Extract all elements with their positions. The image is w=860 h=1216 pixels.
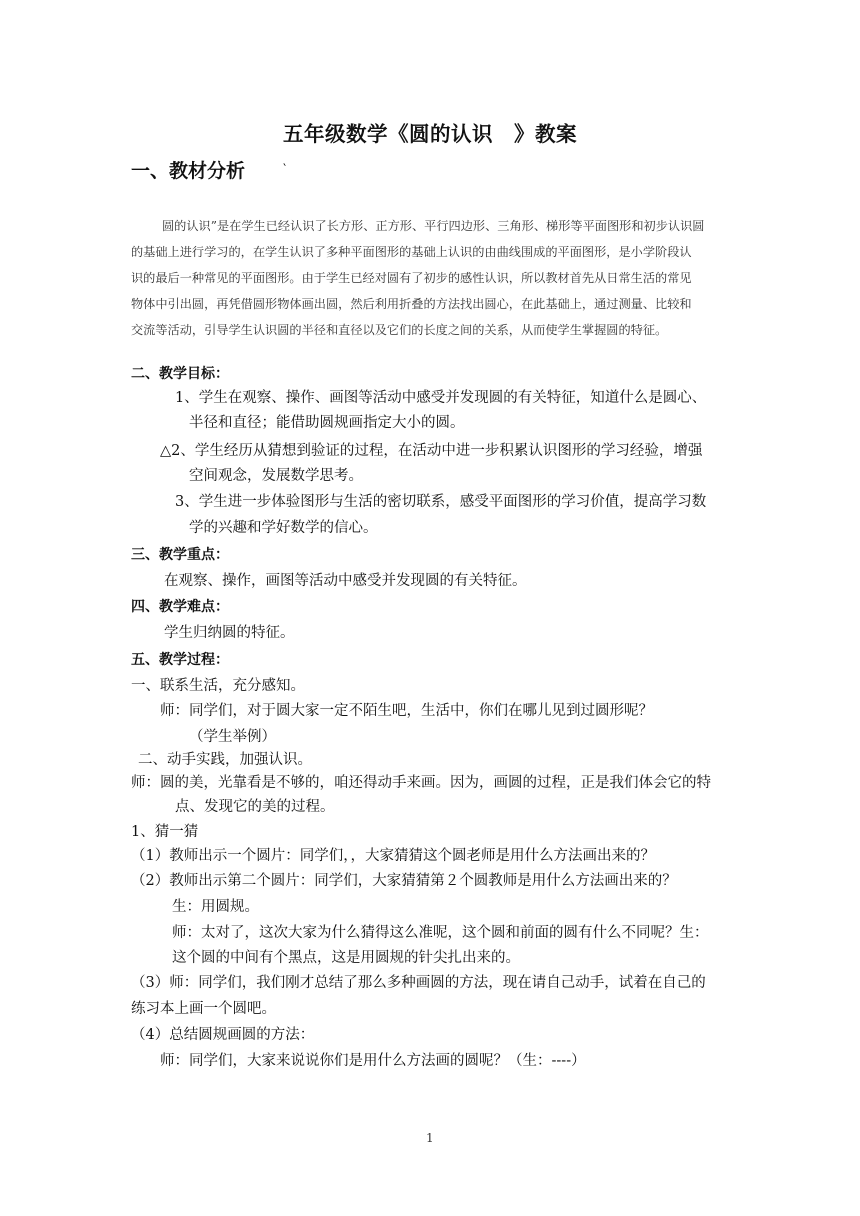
analysis-line-2: 的基础上进行学习的，在学生认识了多种平面图形的基础上认识的由曲线围成的平面图形，是小学阶段认 xyxy=(131,245,692,259)
section-3-text: 在观察、操作，画图等活动中感受并发现圆的有关特征。 xyxy=(164,573,527,589)
process-line-1: 一、联系生活，充分感知。 xyxy=(131,678,305,694)
process-line-13: （3）师：同学们，我们刚才总结了那么多种画圆的方法，现在请自己动手，试着在自己的 xyxy=(131,975,706,991)
section-5-heading: 五、教学过程： xyxy=(131,652,229,668)
analysis-line-1: 圆的认识”是在学生已经认识了长方形、正方形、平行四边形、三角形、梯形等平面图形和初步认识圆 xyxy=(162,219,705,233)
process-line-7: 1、猜一猜 xyxy=(131,824,199,840)
goal-2-line-2: 空间观念，发展数学思考。 xyxy=(189,468,363,484)
analysis-line-3: 识的最后一种常见的平面图形。由于学生已经对圆有了初步的感性认识，所以教材首先从日常生活的常见 xyxy=(131,271,692,285)
section-2-heading: 二、教学目标： xyxy=(131,366,229,382)
process-line-12: 这个圆的中间有个黑点，这是用圆规的针尖扎出来的。 xyxy=(172,950,520,966)
process-line-15: （4）总结圆规画圆的方法： xyxy=(131,1027,315,1043)
section-3-heading: 三、教学重点： xyxy=(131,547,229,563)
process-line-14: 练习本上画一个圆吧。 xyxy=(131,1001,276,1017)
process-line-10: 生：用圆规。 xyxy=(172,899,259,915)
process-line-11: 师：太对了，这次大家为什么猜得这么准呢，这个圆和前面的圆有什么不同呢？生： xyxy=(172,925,709,941)
document-title: 五年级数学《圆的认识 》教案 xyxy=(283,122,577,146)
stray-mark: ‵ xyxy=(283,162,286,177)
process-line-8: （1）教师出示一个圆片：同学们，，大家猜猜这个圆老师是用什么方法画出来的？ xyxy=(131,848,655,864)
process-line-16: 师：同学们，大家来说说你们是用什么方法画的圆呢？（生：----） xyxy=(160,1053,586,1069)
page-number: 1 xyxy=(426,1131,434,1145)
goal-1-line-2: 半径和直径；能借助圆规画指定大小的圆。 xyxy=(189,415,465,431)
process-line-6: 点、发现它的美的过程。 xyxy=(175,799,335,815)
analysis-line-4: 物体中引出圆，再凭借圆形物体画出圆，然后利用折叠的方法找出圆心，在此基础上，通过测量、比较和 xyxy=(131,297,692,311)
process-line-4: 二、动手实践，加强认识。 xyxy=(138,752,312,768)
process-line-9: （2）教师出示第二个圆片：同学们，大家猜猜第２个圆教师是用什么方法画出来的？ xyxy=(131,873,677,889)
section-1-heading: 一、教材分析 xyxy=(131,160,246,182)
process-line-5: 师：圆的美，光靠看是不够的，咱还得动手来画。因为，画圆的过程，正是我们体会它的特 xyxy=(131,775,711,791)
goal-3-line-2: 学的兴趣和学好数学的信心。 xyxy=(189,520,378,536)
process-line-3: （学生举例） xyxy=(189,729,276,745)
goal-1-line-1: 1、学生在观察、操作、画图等活动中感受并发现圆的有关特征，知道什么是圆心、 xyxy=(175,390,707,406)
section-4-heading: 四、教学难点： xyxy=(131,599,229,615)
goal-3-line-1: 3、学生进一步体验图形与生活的密切联系，感受平面图形的学习价值，提高学习数 xyxy=(175,494,707,510)
analysis-line-5: 交流等活动，引导学生认识圆的半径和直径以及它们的长度之间的关系，从而使学生掌握圆的特征。 xyxy=(131,323,668,337)
process-line-2: 师：同学们，对于圆大家一定不陌生吧，生活中，你们在哪儿见到过圆形呢？ xyxy=(160,703,653,719)
section-4-text: 学生归纳圆的特征。 xyxy=(164,625,295,641)
goal-2-line-1: △2、学生经历从猜想到验证的过程，在活动中进一步积累认识图形的学习经验，增强 xyxy=(160,443,703,459)
